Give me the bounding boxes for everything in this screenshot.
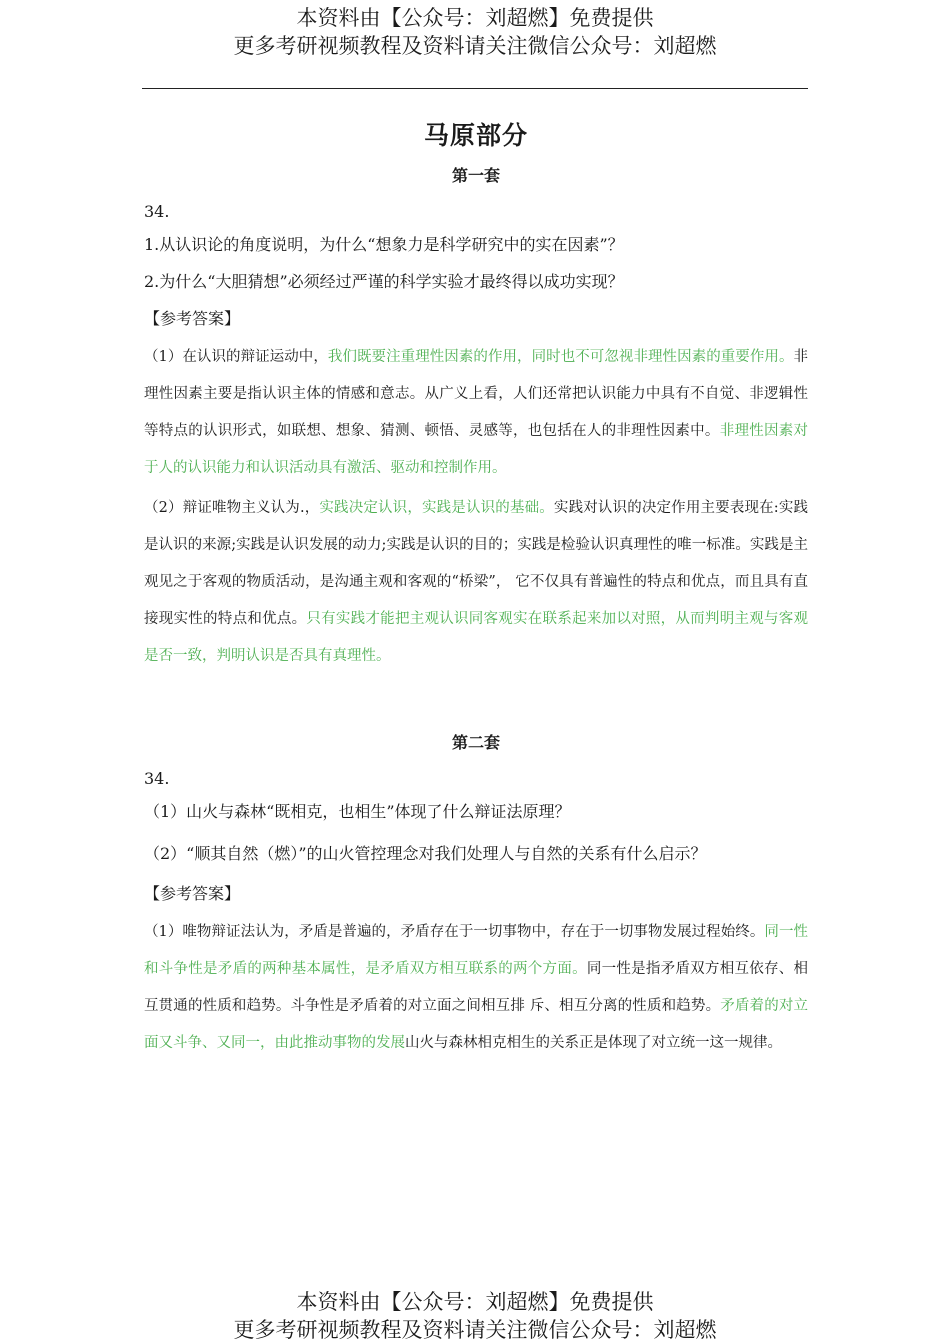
answer-paragraph	[144, 339, 808, 487]
question-item: 1.从认识论的角度说明，为什么“想象力是科学研究中的实在因素”？	[144, 235, 624, 254]
answer-text: 实践对认识的决定作用主要表现在:实践是认识的来源;实践是认识发展的动力;实践是认识的目的；实践是检验认识真理性的唯一标准。实践是主观见之于客观的物质活动，是沟通主观和客观的“桥梁”， 它不仅具有普遍性的特点和优点，而且具有直接现实性的特点和优点。	[144, 500, 808, 627]
question-item: （1）山火与森林“既相克，也相生”体现了什么辩证法原理？	[144, 802, 571, 821]
set-title: 第一套	[451, 166, 500, 185]
highlighted-text: 我们既要注重理性因素的作用，同时也不可忽视非理性因素的重要作用。	[327, 349, 794, 365]
answer-text: （1）在认识的辩证运动中，	[144, 349, 328, 365]
header-divider	[142, 88, 808, 89]
question-number: 34.	[144, 202, 170, 221]
question-number: 34.	[144, 769, 170, 788]
answer-text: （2）辩证唯物主义认为.，	[144, 500, 320, 516]
question-item: 2.为什么“大胆猜想”必须经过严谨的科学实验才最终得以成功实现？	[144, 272, 624, 291]
answer-text: 山火与森林相克相生的关系正是体现了对立统一这一规律。	[405, 1035, 782, 1051]
answer-label: 【参考答案】	[144, 884, 241, 903]
question-set-2	[144, 731, 808, 1062]
question-item: （2）“顺其自然（燃）”的山火管控理念对我们处理人与自然的关系有什么启示？	[144, 844, 707, 863]
footer-line-1: 本资料由【公众号：刘超燃】免费提供	[296, 1290, 654, 1314]
answer-paragraph	[144, 490, 808, 675]
footer-line-2: 更多考研视频教程及资料请关注微信公众号：刘超燃	[233, 1318, 717, 1342]
answer-text: 同一性是指矛盾双方相互依存、相互贯通的性质和趋势。斗争性是矛盾着的对立面之间相互排 斥、相互分离的性质和趋势。	[144, 961, 809, 1014]
header-line-2: 更多考研视频教程及资料请关注微信公众号：刘超燃	[233, 34, 717, 58]
page-header	[0, 4, 950, 60]
highlighted-text: 实践决定认识，实践是认识的基础。	[319, 500, 554, 516]
document-body	[144, 108, 808, 1065]
question-set-1	[144, 164, 808, 675]
header-line-1: 本资料由【公众号：刘超燃】免费提供	[296, 6, 654, 30]
answer-label: 【参考答案】	[144, 309, 241, 328]
highlighted-text: 矛盾着的对立面又斗争、又同一，由此推动事物的发展	[144, 998, 808, 1051]
answer-text: （1）唯物辩证法认为，矛盾是普遍的，矛盾存在于一切事物中，存在于一切事物发展过程始终。	[144, 924, 765, 940]
highlighted-text: 只有实践才能把主观认识同客观实在联系起来加以对照，从而判明主观与客观是否一致，判明认识是否具有真理性。	[144, 611, 808, 664]
page-footer	[0, 1288, 950, 1344]
answer-text: 非理性因素主要是指认识主体的情感和意志。从广义上看，人们还常把认识能力中具有不自觉、非逻辑性等特点的认识形式，如联想、想象、猜测、顿悟、灵感等，也包括在人的非理性因素中。	[144, 349, 808, 439]
highlighted-text: 非理性因素对于人的认识能力和认识活动具有激活、驱动和控制作用。	[144, 423, 809, 476]
answer-paragraph	[144, 914, 808, 1062]
set-title: 第二套	[451, 733, 500, 752]
highlighted-text: 同一性和斗争性是矛盾的两种基本属性，是矛盾双方相互联系的两个方面。	[144, 924, 808, 977]
document-title: 马原部分	[423, 121, 528, 150]
